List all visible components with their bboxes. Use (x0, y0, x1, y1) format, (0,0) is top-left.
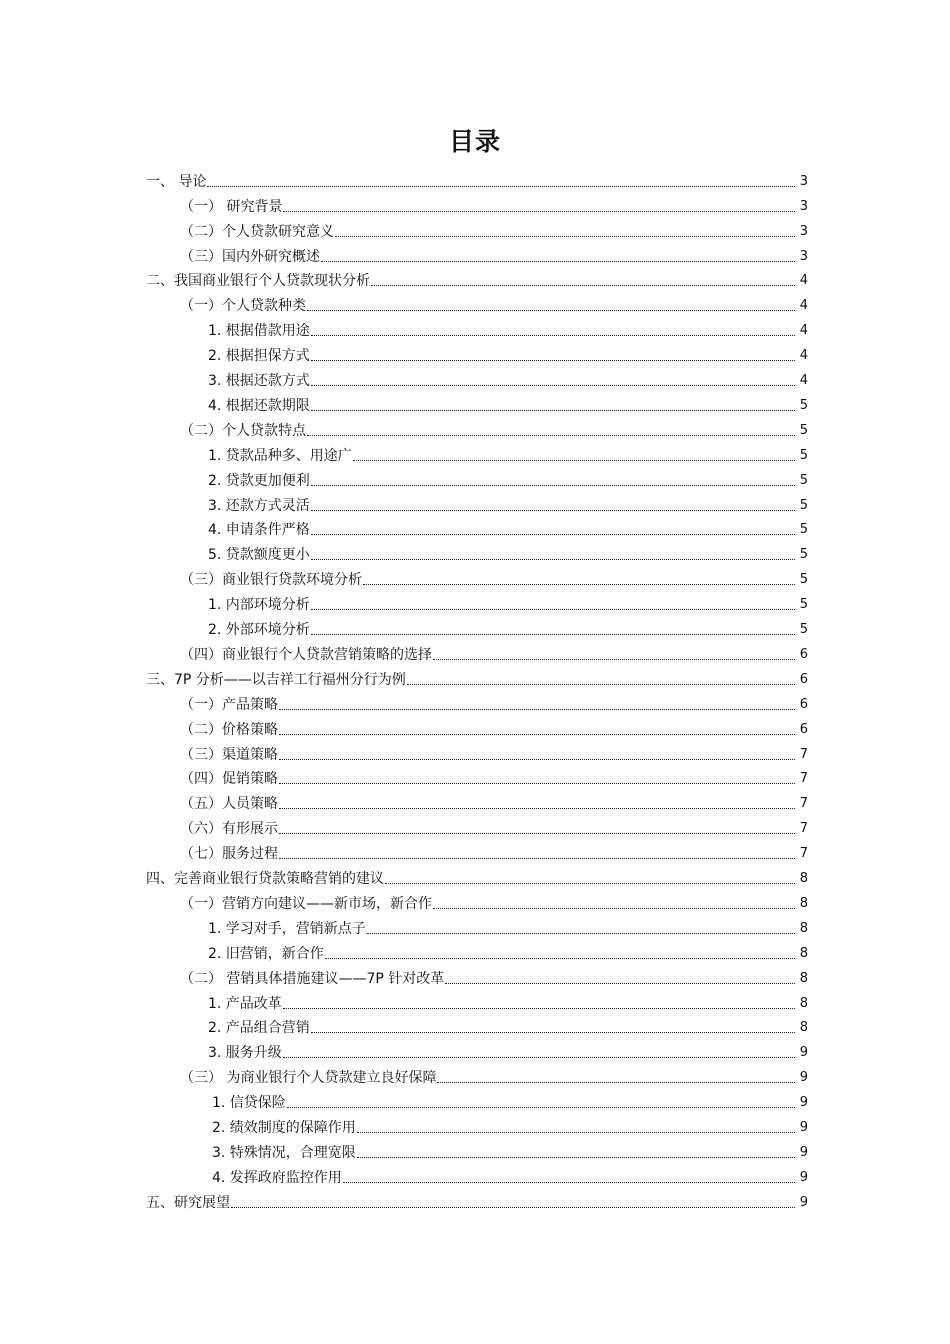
toc-entry-label: 3. 特殊情况，合理宽限 (212, 1144, 356, 1161)
dot-leader (311, 634, 795, 635)
toc-entry-page-number: 5 (799, 597, 808, 613)
toc-entry-page-number: 5 (799, 572, 808, 588)
toc-entry-label: （三）商业银行贷款环境分析 (180, 572, 362, 589)
toc-entry-page-number: 5 (799, 622, 808, 638)
dot-leader (353, 460, 795, 461)
toc-entry-page-number: 3 (799, 198, 808, 214)
toc-entry-page-number: 4 (799, 323, 808, 339)
toc-entry-label: 五、研究展望 (146, 1194, 230, 1211)
toc-entry-label: （一）产品策略 (180, 696, 278, 713)
toc-entry[interactable] (180, 789, 808, 814)
toc-entry-label: （四）促销策略 (180, 771, 278, 788)
toc-entry[interactable] (208, 365, 808, 390)
toc-entry-page-number: 8 (799, 970, 808, 986)
dot-leader (363, 584, 795, 585)
toc-entry-page-number: 9 (799, 1120, 808, 1136)
dot-leader (371, 285, 795, 286)
toc-entry-label: 1. 学习对手，营销新点子 (208, 920, 366, 937)
dot-leader (279, 833, 795, 834)
toc-entry[interactable] (180, 241, 808, 266)
dot-leader (357, 1132, 795, 1133)
toc-entry[interactable] (180, 1062, 808, 1087)
toc-entry-label: 2. 产品组合营销 (208, 1020, 310, 1037)
toc-entry-label: （二）个人贷款特点 (180, 422, 306, 439)
toc-entry[interactable] (208, 515, 808, 540)
toc-entry-page-number: 7 (799, 846, 808, 862)
toc-entry-label: 一、 导论 (146, 173, 207, 190)
toc-entry[interactable] (208, 988, 808, 1013)
dot-leader (311, 385, 795, 386)
toc-entry[interactable] (208, 1038, 808, 1063)
toc-entry[interactable] (208, 340, 808, 365)
toc-entry-page-number: 8 (799, 895, 808, 911)
toc-entry-page-number: 4 (799, 273, 808, 289)
toc-entry[interactable] (180, 689, 808, 714)
toc-entry-label: 4. 发挥政府监控作用 (212, 1169, 342, 1186)
toc-entry[interactable] (180, 963, 808, 988)
toc-entry[interactable] (180, 564, 808, 589)
dot-leader (311, 609, 795, 610)
toc-entry[interactable] (212, 1087, 808, 1112)
toc-entry[interactable] (208, 938, 808, 963)
dot-leader (311, 510, 795, 511)
toc-entry-page-number: 6 (799, 721, 808, 737)
dot-leader (283, 1008, 795, 1009)
dot-leader (207, 186, 795, 187)
toc-entry-page-number: 7 (799, 746, 808, 762)
toc-entry-label: （三） 为商业银行个人贷款建立良好保障 (180, 1070, 437, 1087)
dot-leader (311, 360, 795, 361)
toc-entry-page-number: 8 (799, 1020, 808, 1036)
dot-leader (231, 1207, 795, 1208)
dot-leader (283, 211, 795, 212)
toc-entry-label: 1. 根据借款用途 (208, 323, 310, 340)
dot-leader (307, 435, 795, 436)
toc-entry-page-number: 7 (799, 796, 808, 812)
dot-leader (437, 1082, 795, 1083)
toc-entry-page-number: 9 (799, 1095, 808, 1111)
toc-entry-page-number: 5 (799, 447, 808, 463)
toc-entry-page-number: 8 (799, 871, 808, 887)
dot-leader (279, 734, 795, 735)
toc-entry[interactable] (208, 913, 808, 938)
toc-entry-label: （三）渠道策略 (180, 746, 278, 763)
toc-entry-label: （七）服务过程 (180, 846, 278, 863)
toc-entry-page-number: 6 (799, 671, 808, 687)
toc-entry-page-number: 5 (799, 472, 808, 488)
dot-leader (311, 410, 795, 411)
toc-entry-page-number: 3 (799, 248, 808, 264)
toc-entry-page-number: 5 (799, 547, 808, 563)
toc-entry-label: 2. 贷款更加便利 (208, 472, 310, 489)
dot-leader (325, 958, 795, 959)
toc-entry[interactable] (180, 813, 808, 838)
dot-leader (357, 1157, 795, 1158)
toc-entry[interactable] (208, 315, 808, 340)
toc-entry[interactable] (146, 664, 808, 689)
dot-leader (311, 559, 795, 560)
toc-entry-label: 二、我国商业银行个人贷款现状分析 (146, 273, 370, 290)
toc-entry[interactable] (180, 838, 808, 863)
toc-entry-page-number: 4 (799, 373, 808, 389)
toc-entry-page-number: 9 (799, 1144, 808, 1160)
dot-leader (279, 783, 795, 784)
dot-leader (311, 1032, 795, 1033)
toc-entry[interactable] (180, 191, 808, 216)
dot-leader (385, 883, 795, 884)
toc-entry-label: 3. 服务升级 (208, 1045, 282, 1062)
toc-entry[interactable] (180, 216, 808, 241)
dot-leader (307, 310, 795, 311)
toc-entry-label: （一）营销方向建议——新市场，新合作 (180, 895, 432, 912)
toc-entry-page-number: 8 (799, 920, 808, 936)
toc-entry-label: 1. 产品改革 (208, 995, 282, 1012)
toc-entry[interactable] (146, 863, 808, 888)
toc-entry[interactable] (180, 714, 808, 739)
toc-entry[interactable] (208, 589, 808, 614)
toc-entry-page-number: 5 (799, 397, 808, 413)
dot-leader (279, 808, 795, 809)
dot-leader (311, 485, 795, 486)
dot-leader (283, 1057, 795, 1058)
toc-entry[interactable] (180, 291, 808, 316)
dot-leader (279, 709, 795, 710)
dot-leader (407, 684, 795, 685)
dot-leader (433, 659, 795, 660)
toc-entry-page-number: 8 (799, 995, 808, 1011)
toc-entry-label: （二）个人贷款研究意义 (180, 223, 334, 240)
toc-entry-label: （一）个人贷款种类 (180, 298, 306, 315)
toc-entry-label: （二）价格策略 (180, 721, 278, 738)
toc-entry-label: 2. 绩效制度的保障作用 (212, 1120, 356, 1137)
toc-entry-label: （一） 研究背景 (180, 198, 283, 215)
toc-entry-page-number: 3 (799, 173, 808, 189)
dot-leader (335, 236, 795, 237)
toc-entry-label: 1. 内部环境分析 (208, 597, 310, 614)
dot-leader (279, 858, 795, 859)
toc-entry-page-number: 3 (799, 223, 808, 239)
toc-entry-label: 三、7P 分析——以吉祥工行福州分行为例 (146, 671, 406, 688)
toc-entry-label: （三）国内外研究概述 (180, 248, 320, 265)
toc-entry-page-number: 5 (799, 422, 808, 438)
dot-leader (287, 1107, 795, 1108)
dot-leader (343, 1182, 795, 1183)
toc-entry[interactable] (180, 639, 808, 664)
dot-leader (321, 261, 795, 262)
toc-entry-page-number: 5 (799, 497, 808, 513)
toc-entry[interactable] (212, 1112, 808, 1137)
toc-entry-label: 2. 外部环境分析 (208, 622, 310, 639)
toc-entry-page-number: 7 (799, 771, 808, 787)
toc-entry-label: （二） 营销具体措施建议——7P 针对改革 (180, 970, 445, 987)
toc-entry[interactable] (180, 764, 808, 789)
toc-entry[interactable] (180, 415, 808, 440)
toc-entry[interactable] (180, 888, 808, 913)
toc-entry[interactable] (208, 1013, 808, 1038)
dot-leader (433, 908, 795, 909)
toc-entry-page-number: 5 (799, 522, 808, 538)
toc-entry-label: 2. 旧营销，新合作 (208, 945, 324, 962)
toc-entry[interactable] (212, 1137, 808, 1162)
toc-entry[interactable] (208, 614, 808, 639)
toc-entry-label: 4. 申请条件严格 (208, 522, 310, 539)
toc-entry-label: 四、完善商业银行贷款策略营销的建议 (146, 871, 384, 888)
toc-entry-label: 1. 信贷保险 (212, 1095, 286, 1112)
toc-entry-label: 2. 根据担保方式 (208, 348, 310, 365)
toc-entry-page-number: 9 (799, 1194, 808, 1210)
toc-entry-label: （五）人员策略 (180, 796, 278, 813)
toc-entry-label: 4. 根据还款期限 (208, 397, 310, 414)
dot-leader (311, 534, 795, 535)
dot-leader (445, 983, 795, 984)
toc-entry-label: 5. 贷款额度更小 (208, 547, 310, 564)
toc-entry-label: （四）商业银行个人贷款营销策略的选择 (180, 646, 432, 663)
toc-entry[interactable] (146, 1187, 808, 1212)
toc-entry[interactable] (208, 465, 808, 490)
toc-entry[interactable] (208, 490, 808, 515)
toc-entry[interactable] (212, 1162, 808, 1187)
toc-entry-page-number: 6 (799, 646, 808, 662)
dot-leader (367, 933, 795, 934)
toc-entry-page-number: 9 (799, 1169, 808, 1185)
toc-entry-label: 1. 贷款品种多、用途广 (208, 447, 352, 464)
toc-entry-label: 3. 还款方式灵活 (208, 497, 310, 514)
toc-entry[interactable] (146, 266, 808, 291)
toc-entry[interactable] (180, 739, 808, 764)
toc-entry[interactable] (146, 166, 808, 191)
dot-leader (279, 759, 795, 760)
toc-entry-page-number: 8 (799, 945, 808, 961)
page-title: 目录 (448, 127, 501, 156)
toc-entry-page-number: 4 (799, 348, 808, 364)
toc-entry-page-number: 7 (799, 821, 808, 837)
toc-entry-page-number: 6 (799, 696, 808, 712)
toc-entry[interactable] (208, 540, 808, 565)
toc-entry-label: 3. 根据还款方式 (208, 373, 310, 390)
toc-entry-page-number: 9 (799, 1070, 808, 1086)
toc-entry-page-number: 4 (799, 298, 808, 314)
dot-leader (311, 335, 795, 336)
toc-entry-page-number: 9 (799, 1045, 808, 1061)
toc-entry-label: （六）有形展示 (180, 821, 278, 838)
toc-entry[interactable] (208, 440, 808, 465)
toc-entry[interactable] (208, 390, 808, 415)
